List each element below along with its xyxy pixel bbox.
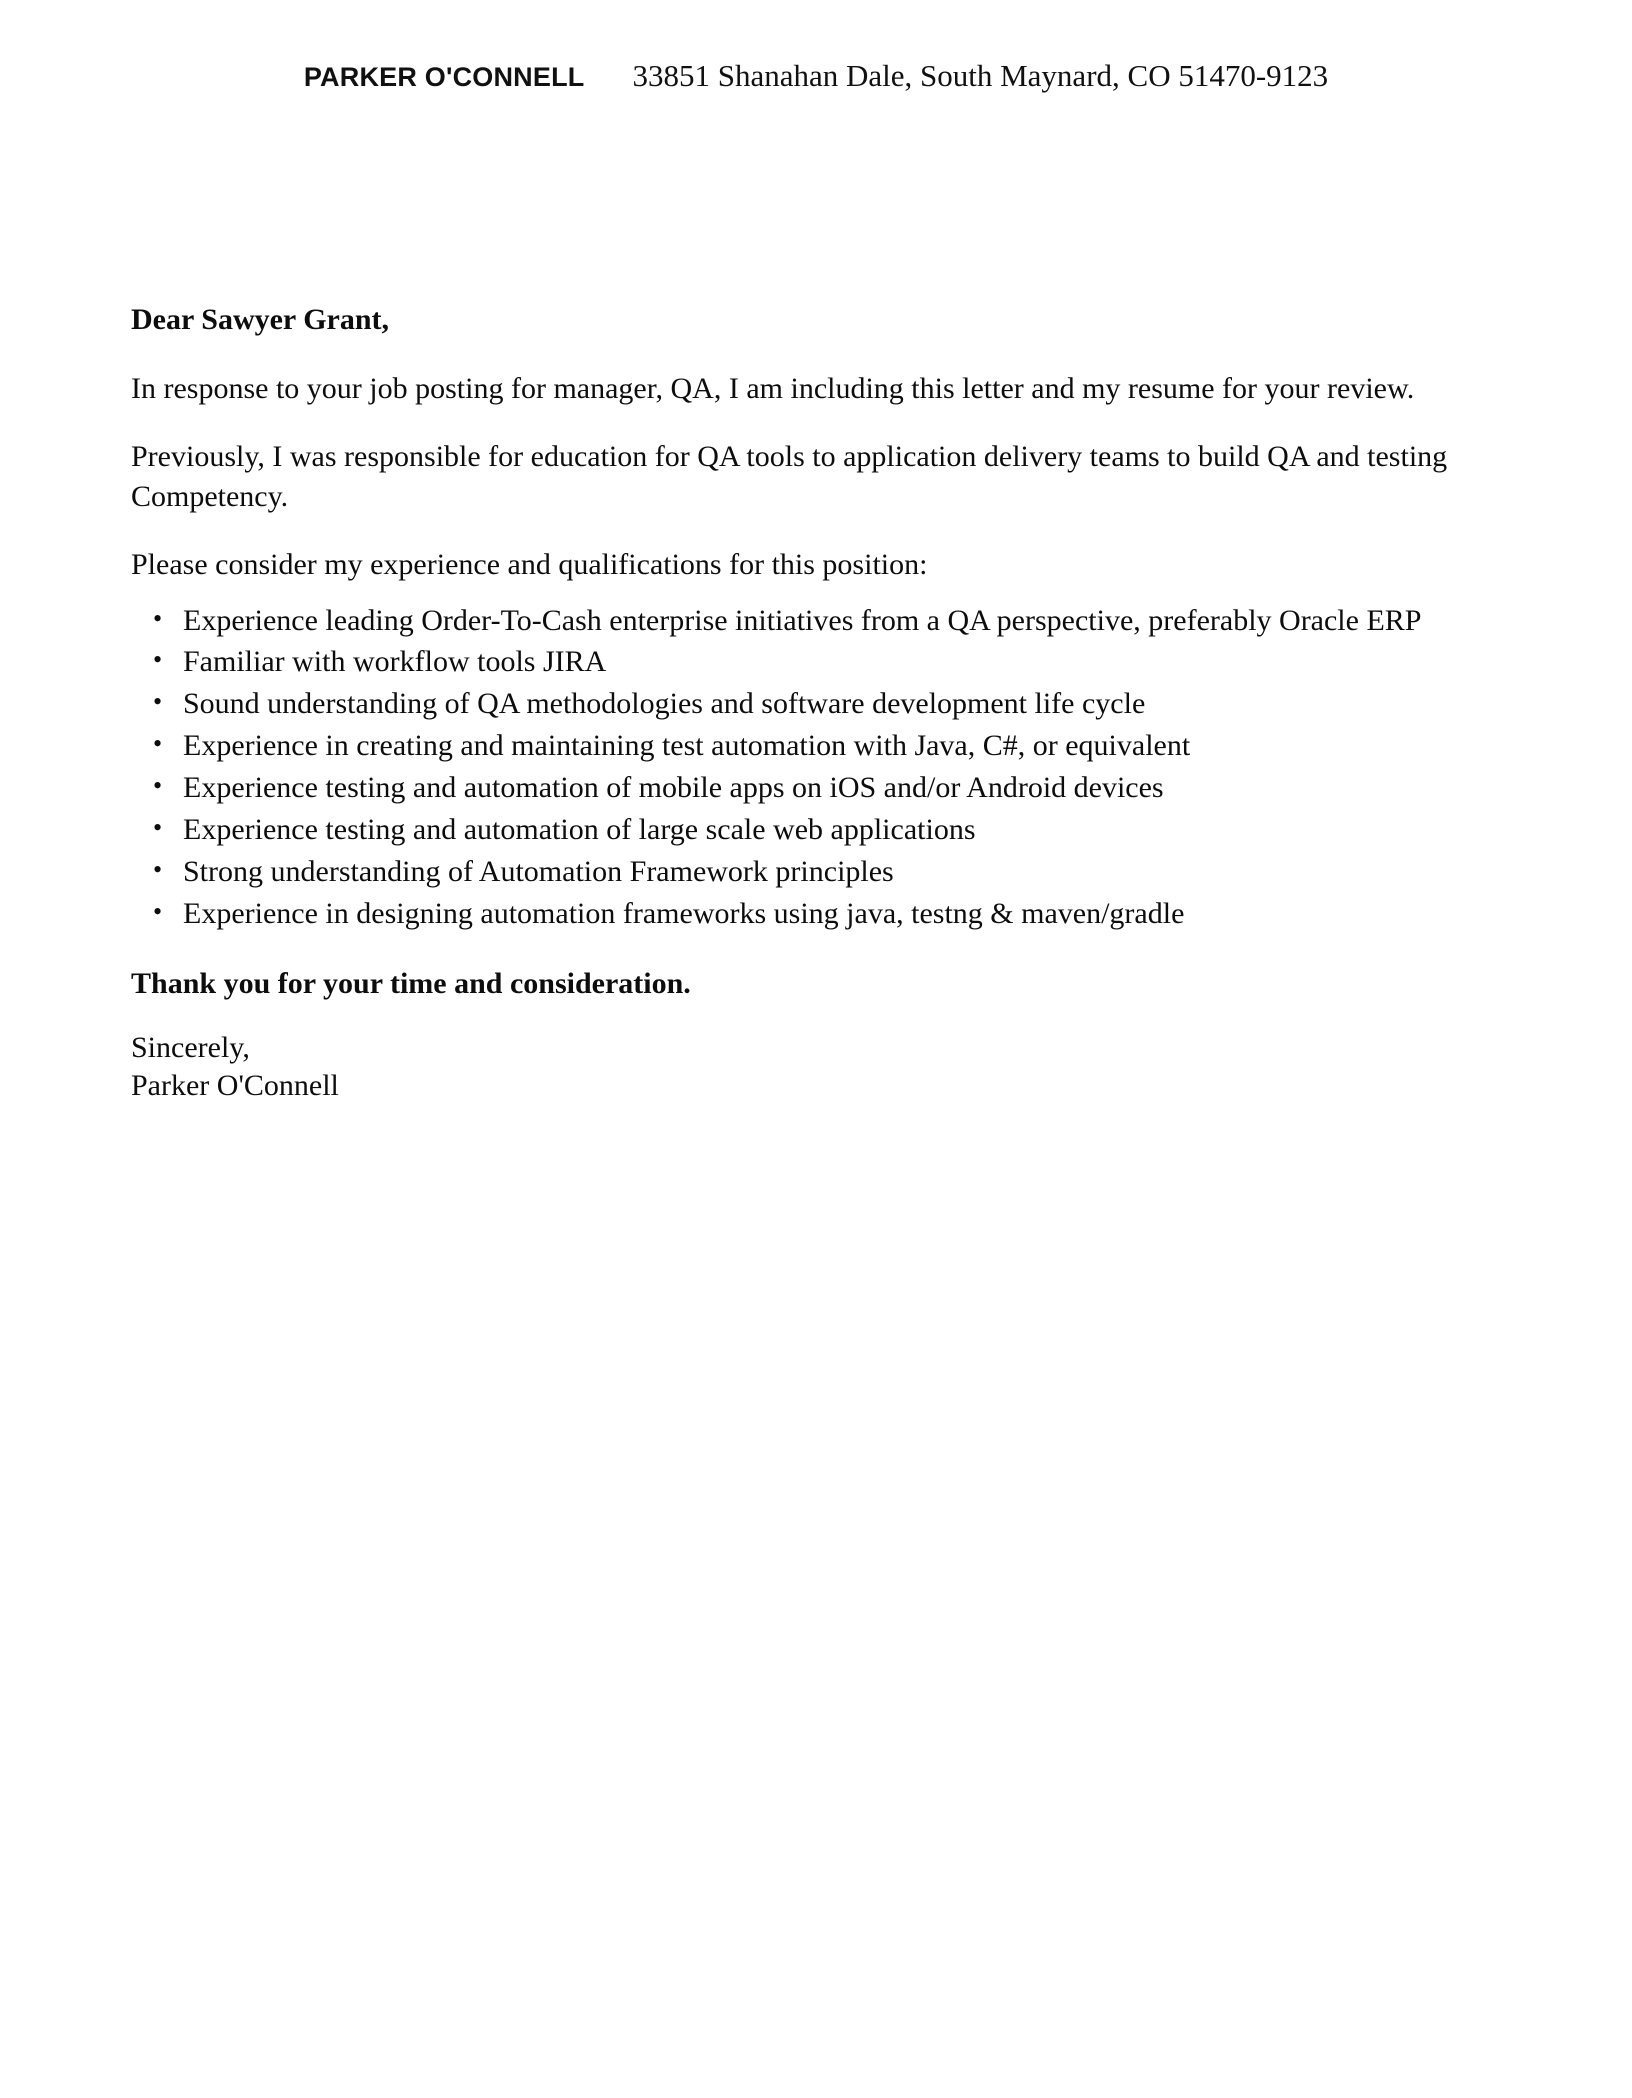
- salutation: Dear Sawyer Grant,: [131, 303, 390, 336]
- signature-name: Parker O'Connell: [131, 1069, 339, 1103]
- closing-statement: Thank you for your time and consideration.: [131, 966, 691, 1000]
- valediction: Sincerely,: [131, 1030, 250, 1064]
- qualifications-intro: Please consider my experience and qualifications for this position:: [131, 547, 928, 581]
- letterhead-address: 33851 Shanahan Dale, South Maynard, CO 51470-9123: [632, 58, 1329, 93]
- list-item: • Experience in creating and maintaining test automation with Java, C#, or equivalent: [131, 726, 1478, 766]
- letter-body: [131, 300, 1478, 1105]
- letterhead: [0, 58, 1632, 94]
- body-paragraph-1: In response to your job posting for manager, QA, I am including this letter and my resume for your review.: [131, 372, 1415, 405]
- list-item: • Strong understanding of Automation Framework principles: [131, 852, 1478, 892]
- list-item: • Sound understanding of QA methodologies and software development life cycle: [131, 684, 1478, 724]
- list-item: • Experience testing and automation of large scale web applications: [131, 810, 1478, 850]
- qualifications-list: [131, 601, 1478, 934]
- letterhead-name: PARKER O'CONNELL: [303, 62, 585, 92]
- signature-block: [131, 1029, 1478, 1106]
- list-item: • Familiar with workflow tools JIRA: [131, 642, 1478, 682]
- list-item: • Experience testing and automation of mobile apps on iOS and/or Android devices: [131, 768, 1478, 808]
- list-item: • Experience in designing automation frameworks using java, testng & maven/gradle: [131, 894, 1478, 934]
- body-paragraph-2: Previously, I was responsible for education for QA tools to application delivery teams to build QA and testing Competency.: [131, 439, 1448, 513]
- list-item: • Experience leading Order-To-Cash enterprise initiatives from a QA perspective, preferably Oracle ERP: [131, 601, 1478, 641]
